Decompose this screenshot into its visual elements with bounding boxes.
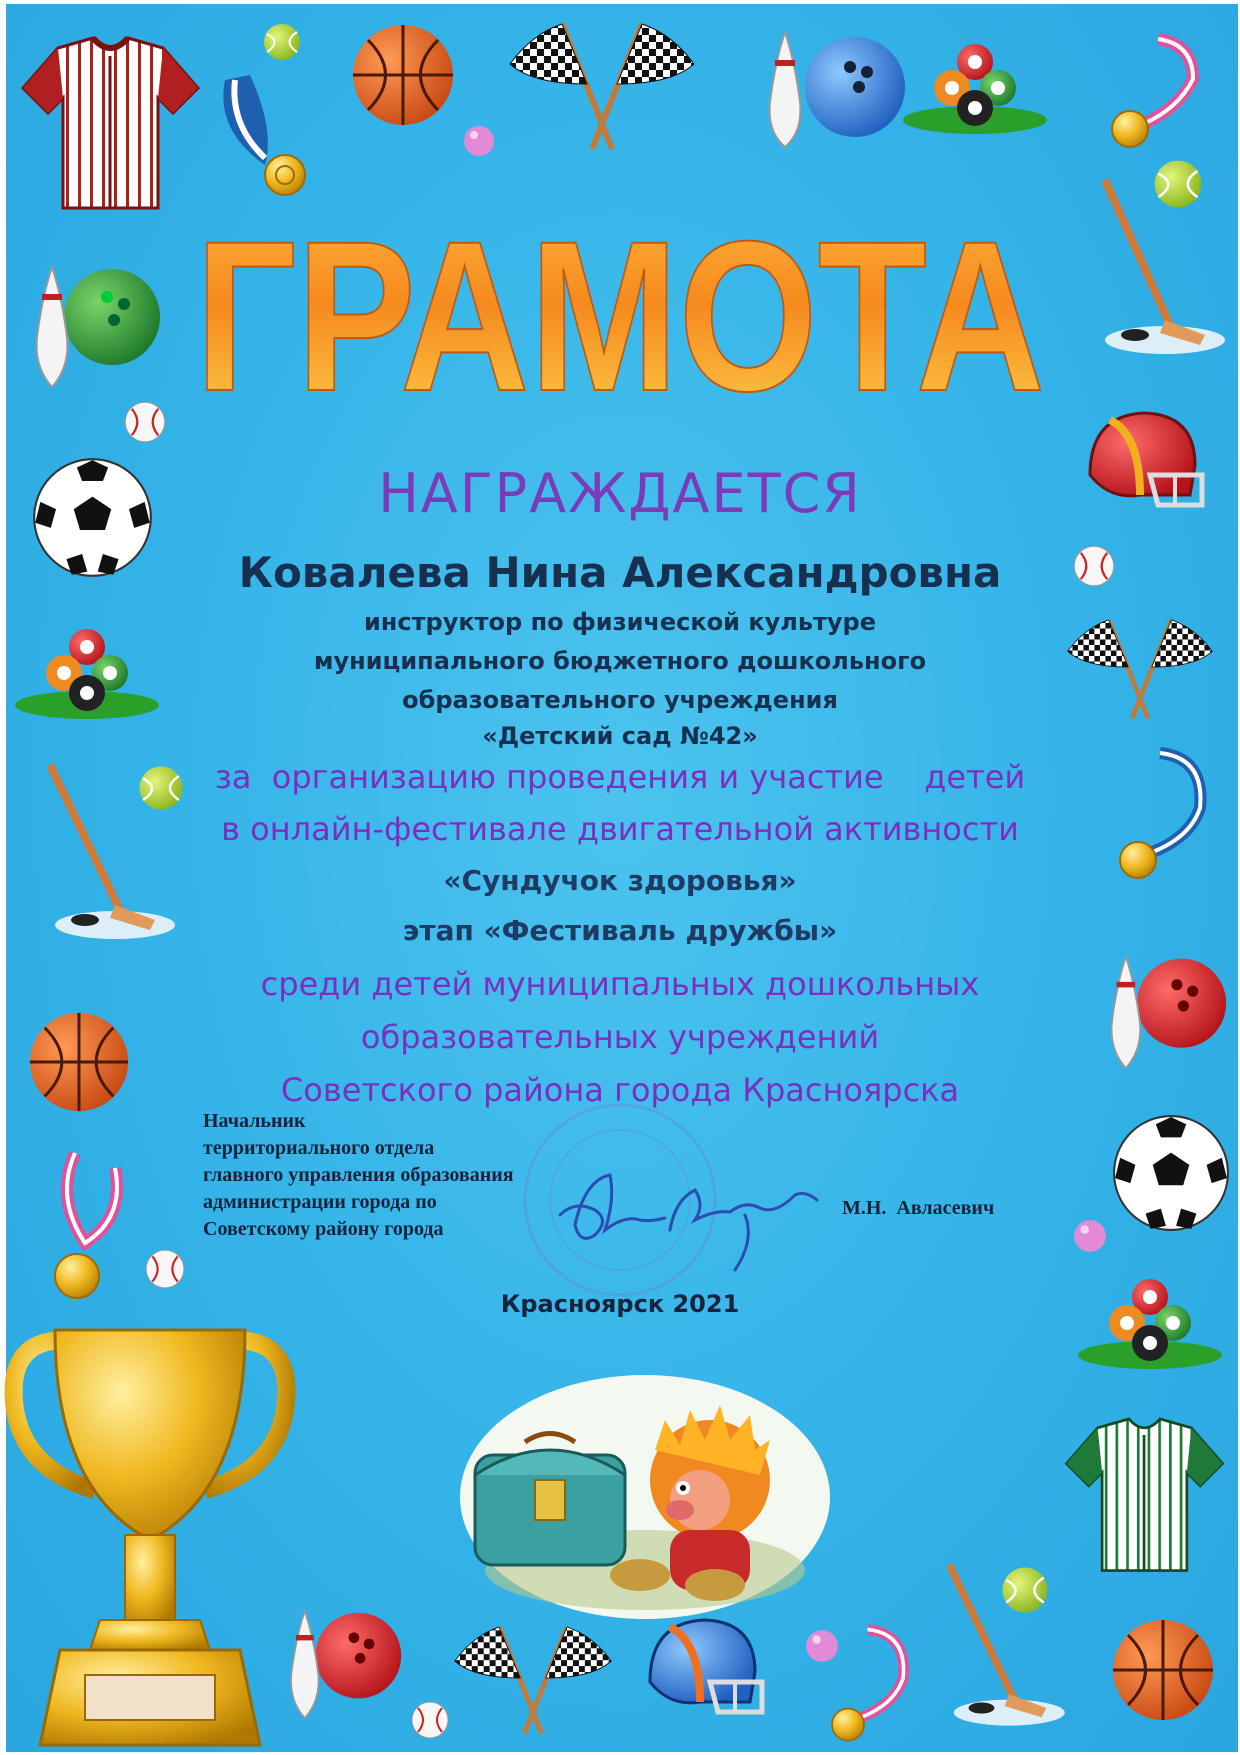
stage-name: этап «Фестиваль дружбы» (402, 914, 838, 947)
festival-name: «Сундучок здоровья» (443, 864, 797, 897)
signatory-title-line: главного управления образования (203, 1164, 514, 1186)
cartoon-chest-illustration (455, 1370, 835, 1625)
football-helmet-icon (640, 1612, 765, 1732)
among-line: Советского района города Красноярска (280, 1071, 960, 1109)
certificate-title-text: ГРАМОТА (195, 197, 1045, 436)
role-line: образовательного учреждения (402, 686, 838, 714)
checkered-flags-icon (502, 14, 702, 154)
baseball-icon (410, 1700, 450, 1740)
reason-line: в онлайн-фестивале двигательной активности (221, 810, 1019, 848)
among-line: среди детей муниципальных дошкольных (260, 965, 980, 1003)
reason-line: за организацию проведения и участие детей (214, 758, 1026, 796)
baseball-icon (123, 400, 167, 444)
trophy-icon (5, 1320, 295, 1750)
handwritten-signature (555, 1160, 825, 1280)
tennis-ball-icon (1000, 1565, 1050, 1615)
tennis-ball-icon (262, 22, 302, 62)
signatory-title-line: администрации города по (203, 1191, 437, 1213)
signatory-title-line: территориального отдела (203, 1137, 435, 1159)
recipient-name: Ковалева Нина Александровна (238, 548, 1002, 597)
certificate-title (185, 197, 1055, 436)
bowling-icon (22, 262, 162, 392)
checkered-flags-icon (448, 1618, 618, 1738)
medal-icon (822, 1625, 922, 1745)
jersey-icon (18, 28, 203, 213)
signatory-title-line: Начальник (203, 1110, 306, 1132)
signatory-title-line: Советскому району города (203, 1218, 444, 1240)
medal-icon (45, 1148, 145, 1308)
signatory-name: М.Н. Авласевич (842, 1197, 995, 1219)
among-line: образовательных учреждений (360, 1018, 880, 1056)
medal-icon (205, 70, 325, 200)
baseball-icon (144, 1248, 186, 1290)
role-line: «Детский сад №42» (482, 722, 758, 750)
city-year: Красноярск 2021 (500, 1290, 740, 1318)
basketball-icon (1108, 1615, 1218, 1725)
ball-icon (462, 124, 496, 158)
jersey-icon (1062, 1410, 1227, 1575)
medal-icon (1098, 34, 1218, 154)
hockey-stick-icon (1085, 175, 1225, 375)
bowling-icon (755, 22, 905, 152)
basketball-icon (348, 20, 458, 130)
awarded-label: НАГРАЖДАЕТСЯ (378, 462, 862, 525)
bowling-icon (278, 1602, 403, 1727)
billiard-balls-icon (900, 40, 1050, 140)
role-line: инструктор по физической культуре (363, 608, 877, 636)
role-line: муниципального бюджетного дошкольного (313, 647, 927, 675)
soccer-ball-icon (1110, 1112, 1232, 1234)
ball-icon (1072, 1218, 1108, 1254)
